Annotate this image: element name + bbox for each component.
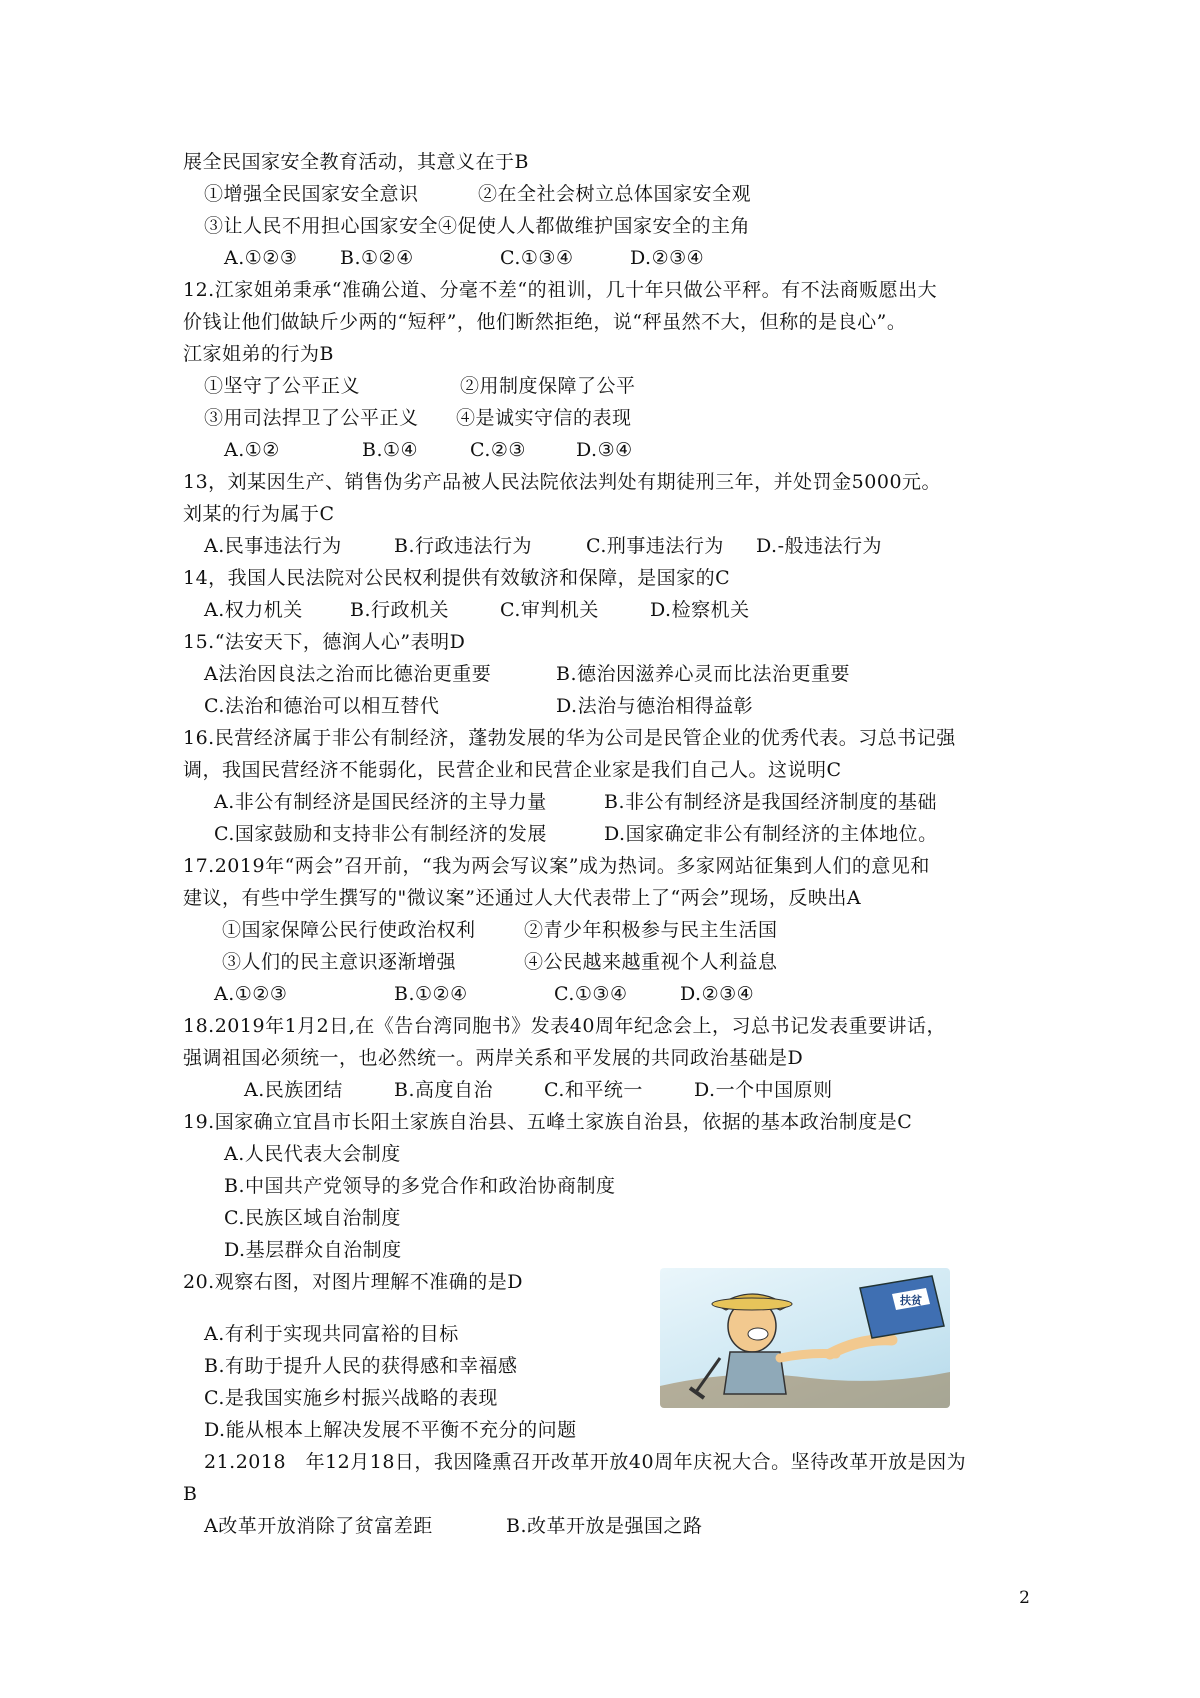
q16-option-a: A.非公有制经济是国民经济的主导力量 <box>214 791 547 813</box>
q17-option-a: A.①②③ <box>214 983 288 1005</box>
q14-stem: 14，我国人民法院对公民权利提供有效敏济和保障，是国家的C <box>183 567 731 589</box>
ground-shape <box>660 1372 950 1408</box>
q14-option-c: C.审判机关 <box>500 599 599 621</box>
q12-stem-line2: 价钱让他们做缺斤少两的“短秤”，他们断然拒绝，说“秤虽然不大，但称的是良心”。 <box>183 311 907 333</box>
q19-option-c: C.民族区域自治制度 <box>224 1207 401 1229</box>
q21-stem-line1: 21.2018 年12月18日，我因隆熏召开改革开放40周年庆祝大合。坚待改革开放是因为 <box>204 1451 967 1473</box>
q13-option-d: D.-般违法行为 <box>756 535 883 557</box>
helping-hand <box>830 1340 892 1354</box>
q15-option-c: C.法治和德治可以相互替代 <box>204 695 440 717</box>
q17-stem-line2: 建议，有些中学生撰写的"微议案”还通过人大代表带上了“两会”现场，反映出A <box>183 887 862 909</box>
q18-option-b: B.高度自治 <box>394 1079 494 1101</box>
q17-statement-4: ④公民越来越重视个人利益息 <box>524 951 778 973</box>
q17-stem-line1: 17.2019年“两会”召开前，“我为两会写议案”成为热词。多家网站征集到人们的意见和 <box>183 855 930 877</box>
q15-option-d: D.法治与德治相得益彰 <box>556 695 754 717</box>
q12-statement-2: ②用制度保障了公平 <box>460 375 636 397</box>
q15-stem: 15.“法安天下，德润人心”表明D <box>183 631 466 653</box>
q19-stem: 19.国家确立宜昌市长阳土家族自治县、五峰土家族自治县，依据的基本政治制度是C <box>183 1111 913 1133</box>
q14-option-d: D.检察机关 <box>650 599 750 621</box>
q16-option-c: C.国家鼓励和支持非公有制经济的发展 <box>214 823 547 845</box>
farmer-smile <box>748 1328 768 1340</box>
hat-brim <box>712 1298 792 1310</box>
q13-option-c: C.刑事违法行为 <box>586 535 724 557</box>
q18-stem-line1: 18.2019年1月2日,在《告台湾同胞书》发表40周年纪念会上，习总书记发表重要讲话， <box>183 1015 946 1037</box>
q18-option-a: A.民族团结 <box>244 1079 343 1101</box>
q11-option-a: A.①②③ <box>224 247 298 269</box>
q18-option-d: D.一个中国原则 <box>694 1079 833 1101</box>
q15-option-a: A法治因良法之治而比德治更重要 <box>204 663 492 685</box>
q16-option-b: B.非公有制经济是我国经济制度的基础 <box>604 791 938 813</box>
q11-option-d: D.②③④ <box>630 247 705 269</box>
q14-option-b: B.行政机关 <box>350 599 450 621</box>
q13-stem-line2: 刘某的行为属于C <box>183 503 335 525</box>
q11-stem: 展全民国家安全教育活动，其意义在于B <box>183 151 529 173</box>
q16-stem-line1: 16.民营经济属于非公有制经济，蓬勃发展的华为公司是民管企业的优秀代表。习总书记强 <box>183 727 956 749</box>
q14-option-a: A.权力机关 <box>204 599 303 621</box>
q11-option-b: B.①②④ <box>340 247 414 269</box>
q21-option-a: A改革开放消除了贫富差距 <box>204 1515 433 1537</box>
q21-stem-line2: B <box>183 1483 198 1505</box>
q17-statement-1: ①国家保障公民行使政治权利 <box>222 919 476 941</box>
q18-option-c: C.和平统一 <box>544 1079 643 1101</box>
q12-stem-line3: 江家姐弟的行为B <box>183 343 334 365</box>
q12-statement-4: ④是诚实守信的表现 <box>456 407 632 429</box>
q20-option-b: B.有助于提升人民的获得感和幸福感 <box>204 1355 518 1377</box>
q20-option-c: C.是我国实施乡村振兴战略的表现 <box>204 1387 498 1409</box>
page-number: 2 <box>1019 1588 1030 1608</box>
q19-option-b: B.中国共产党领导的多党合作和政治协商制度 <box>224 1175 616 1197</box>
q17-statement-2: ②青少年积极参与民主生活国 <box>524 919 778 941</box>
q13-stem-line1: 13，刘某因生产、销售伪劣产品被人民法院依法判处有期徒刑三年，并处罚金5000元。 <box>183 471 942 493</box>
q17-option-b: B.①②④ <box>394 983 468 1005</box>
q12-option-d: D.③④ <box>576 439 633 461</box>
q13-option-a: A.民事违法行为 <box>204 535 342 557</box>
q21-option-b: B.改革开放是强国之路 <box>506 1515 703 1537</box>
q12-statement-3: ③用司法捍卫了公平正义 <box>204 407 419 429</box>
cartoon-illustration <box>660 1268 950 1408</box>
q17-statement-3: ③人们的民主意识逐渐增强 <box>222 951 457 973</box>
q11-statement-2: ②在全社会树立总体国家安全观 <box>478 183 752 205</box>
q12-statement-1: ①坚守了公平正义 <box>204 375 361 397</box>
q17-option-c: C.①③④ <box>554 983 628 1005</box>
poverty-relief-cartoon <box>660 1268 950 1408</box>
q19-option-d: D.基层群众自治制度 <box>224 1239 402 1261</box>
q12-stem-line1: 12.江家姐弟秉承“准确公道、分毫不差“的祖训，几十年只做公平秤。有不法商贩愿出大 <box>183 279 938 301</box>
q16-stem-line2: 调，我国民营经济不能弱化，民营企业和民营企业家是我们自己人。这说明C <box>183 759 842 781</box>
q12-option-b: B.①④ <box>362 439 419 461</box>
book-label: 扶贫 <box>900 1294 922 1307</box>
q11-option-c: C.①③④ <box>500 247 574 269</box>
q11-statement-3: ③让人民不用担心国家安全④促使人人都做维护国家安全的主角 <box>204 215 751 237</box>
q11-statement-1: ①增强全民国家安全意识 <box>204 183 419 205</box>
q20-option-a: A.有利于实现共同富裕的目标 <box>204 1323 459 1345</box>
q17-option-d: D.②③④ <box>680 983 755 1005</box>
q20-stem: 20.观察右图，对图片理解不准确的是D <box>183 1271 523 1293</box>
q18-stem-line2: 强调祖国必须统一，也必然统一。两岸关系和平发展的共同政治基础是D <box>183 1047 804 1069</box>
q16-option-d: D.国家确定非公有制经济的主体地位。 <box>604 823 938 845</box>
q19-option-a: A.人民代表大会制度 <box>224 1143 401 1165</box>
q12-option-a: A.①② <box>224 439 280 461</box>
q12-option-c: C.②③ <box>470 439 526 461</box>
q15-option-b: B.德治因滋养心灵而比法治更重要 <box>556 663 851 685</box>
q13-option-b: B.行政违法行为 <box>394 535 533 557</box>
q20-option-d: D.能从根本上解决发展不平衡不充分的问题 <box>204 1419 577 1441</box>
